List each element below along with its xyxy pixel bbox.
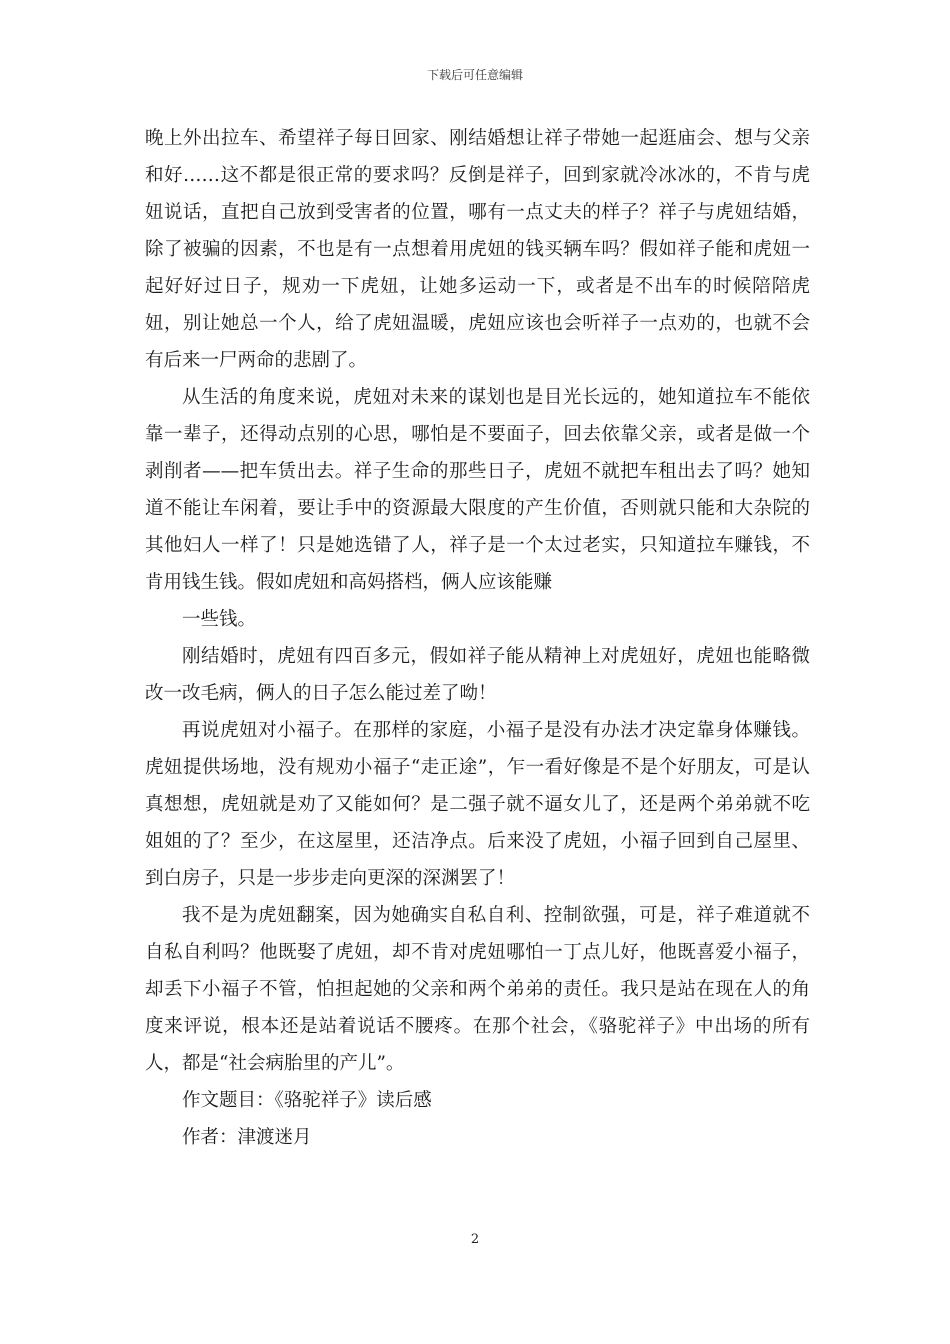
paragraph-5: 再说虎妞对小福子。在那样的家庭，小福子是没有办法才决定靠身体赚钱。虎妞提供场地，没有规劝小福子“走正途”，乍一看好像是不是个好朋友，可是认真想想，虎妞就是劝了又能如何？是二强子就不逼女儿了，还是两个弟弟就不吃姐姐的了？至少，在这屋里，还洁净点。后来没了虎妞，小福子回到自己屋里、到白房子，只是一步步走向更深的深渊罢了！	[145, 720, 810, 889]
page-header: 下载后可任意编辑	[426, 68, 523, 82]
paragraph-1: 晚上外出拉车、希望祥子每日回家、刚结婚想让祥子带她一起逛庙会、想与父亲和好……这不都是很正常的要求吗？反倒是祥子，回到家就冷冰冰的，不肯与虎妞说话，直把自己放到受害者的位置，哪有一点丈夫的样子？祥子与虎妞结婚，除了被骗的因素，不也是有一点想着用虎妞的钱买辆车吗？假如祥子能和虎妞一起好好过日子，规劝一下虎妞，让她多运动一下，或者是不出车的时候陪陪虎妞，别让她总一个人，给了虎妞温暖，虎妞应该也会听祥子一点劝的，也就不会有后来一尸两命的悲剧了。	[145, 128, 810, 371]
paragraph-4: 刚结婚时，虎妞有四百多元，假如祥子能从精神上对虎妞好，虎妞也能略微改一改毛病，俩人的日子怎么能过差了呦！	[145, 646, 810, 704]
essay-title-line: 作文题目：《骆驼祥子》读后感	[182, 1090, 432, 1111]
paragraph-3: 一些钱。	[182, 609, 257, 630]
page-number: 2	[470, 1232, 480, 1247]
paragraph-2: 从生活的角度来说，虎妞对未来的谋划也是目光长远的，她知道拉车不能依靠一辈子，还得动点别的心思，哪怕是不要面子，回去依靠父亲，或者是做一个剥削者——把车赁出去。祥子生命的那些日子，虎妞不就把车租出去了吗？她知道不能让车闲着，要让手中的资源最大限度的产生价值，否则就只能和大杂院的其他妇人一样了！只是她选错了人，祥子是一个太过老实，只知道拉车赚钱，不肯用钱生钱。假如虎妞和高妈搭档，俩人应该能赚	[145, 387, 810, 593]
document-body	[145, 120, 810, 1156]
author-line: 作者：津渡迷月	[182, 1127, 312, 1148]
paragraph-6: 我不是为虎妞翻案，因为她确实自私自利、控制欲强，可是，祥子难道就不自私自利吗？他既娶了虎妞，却不肯对虎妞哪怕一丁点儿好，他既喜爱小福子，却丢下小福子不管，怕担起她的父亲和两个弟弟的责任。我只是站在现在人的角度来评说，根本还是站着说话不腰疼。在那个社会，《骆驼祥子》中出场的所有人，都是“社会病胎里的产儿”。	[145, 905, 810, 1074]
